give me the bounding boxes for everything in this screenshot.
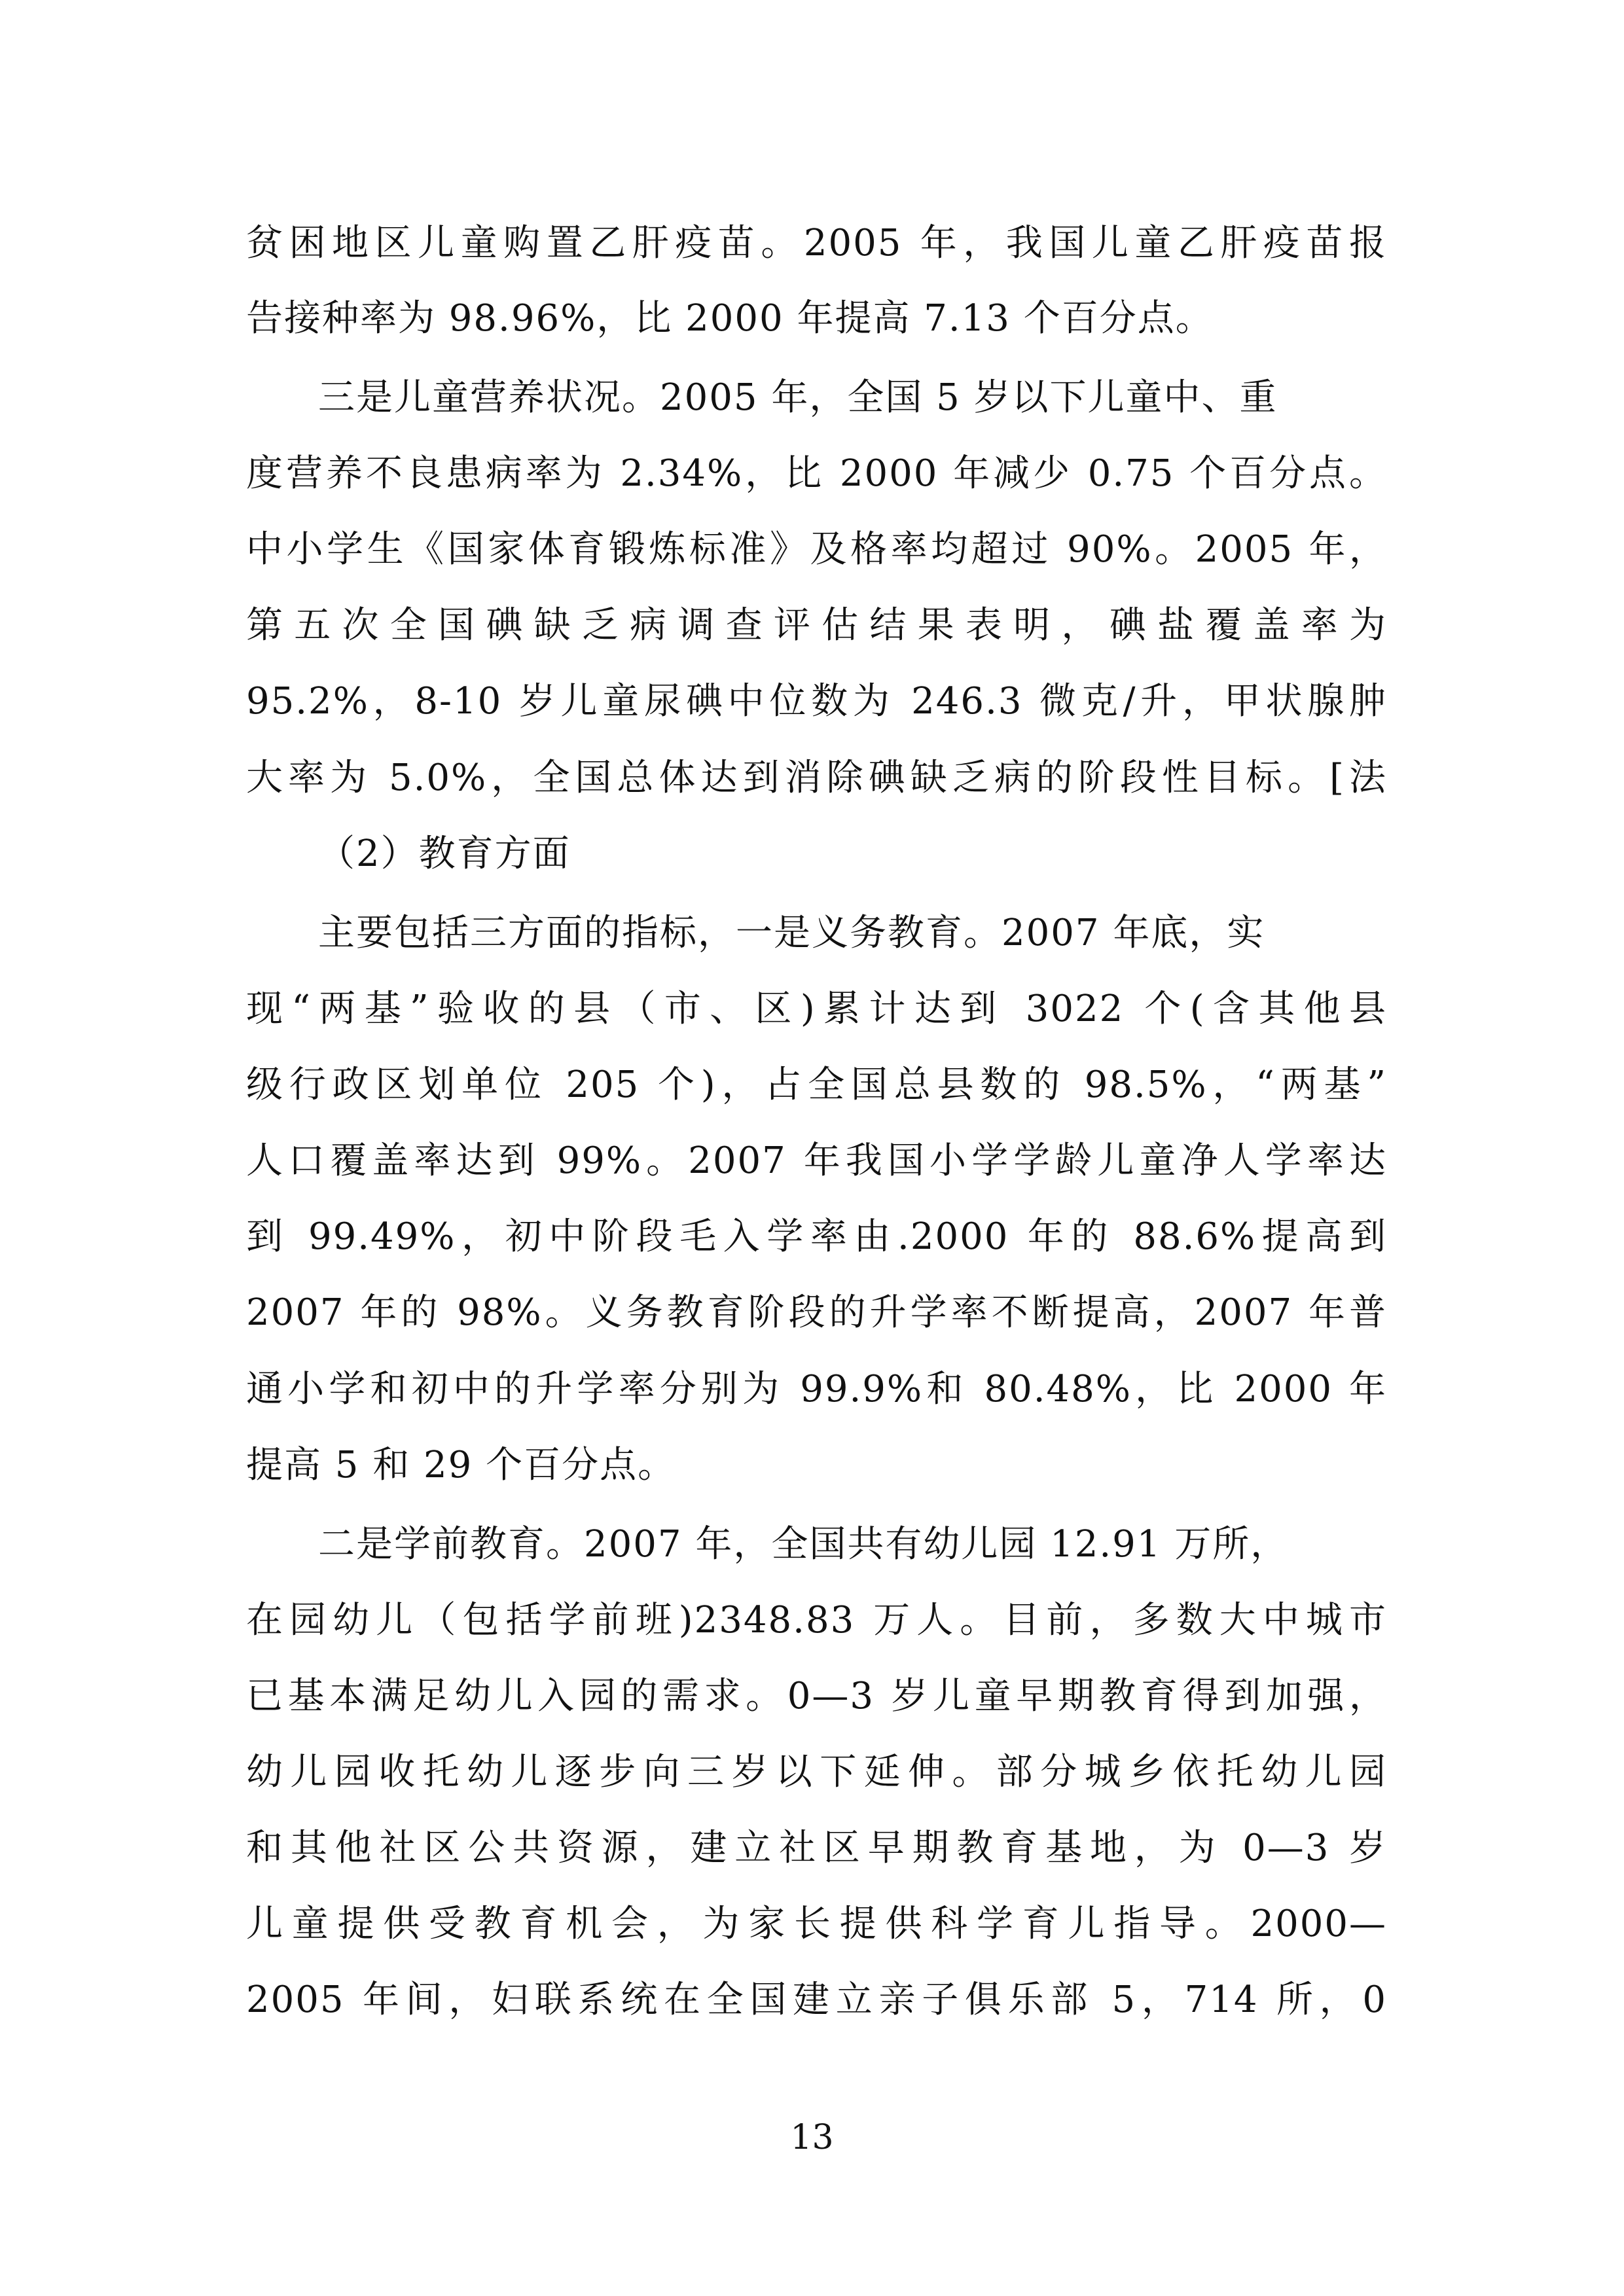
text-line: 到 99.49%，初中阶段毛入学率由.2000 年的 88.6%提高到 <box>246 1215 1387 1258</box>
text-line: 级行政区划单位 205 个)，占全国总县数的 98.5%，“两基” <box>246 1064 1387 1106</box>
text-line: 通小学和初中的升学率分别为 99.9%和 80.48%，比 2000 年 <box>246 1368 1387 1410</box>
text-line: 提高 5 和 29 个百分点。 <box>246 1444 676 1486</box>
text-line: 人口覆盖率达到 99%。2007 年我国小学学龄儿童净人学率达 <box>246 1139 1387 1182</box>
text-line: 现“两基”验收的县（市、区)累计达到 3022 个(含其他县 <box>246 988 1387 1030</box>
text-line: 贫困地区儿童购置乙肝疫苗。2005 年，我国儿童乙肝疫苗报 <box>246 222 1387 264</box>
paragraph-start-line: 主要包括三方面的指标，一是义务教育。2007 年底，实 <box>318 912 1265 954</box>
text-line: 大率为 5.0%，全国总体达到消除碘缺乏病的阶段性目标。[法 <box>246 757 1387 799</box>
text-line: 2005 年间，妇联系统在全国建立亲子俱乐部 5，714 所，0 <box>246 1979 1387 2021</box>
text-line: 第五次全国碘缺乏病调查评估结果表明，碘盐覆盖率为 <box>246 604 1387 647</box>
text-line: 儿童提供受教育机会，为家长提供科学育儿指导。2000— <box>246 1903 1387 1945</box>
text-line: 告接种率为 98.96%，比 2000 年提高 7.13 个百分点。 <box>246 297 1214 340</box>
paragraph-start-line: 三是儿童营养状况。2005 年，全国 5 岁以下儿童中、重 <box>318 376 1278 419</box>
text-line: 中小学生《国家体育锻炼标准》及格率均超过 90%。2005 年， <box>246 528 1387 571</box>
text-line: 已基本满足幼儿入园的需求。0—3 岁儿童早期教育得到加强， <box>246 1675 1387 1717</box>
page-number: 13 <box>790 2118 834 2157</box>
text-line: 在园幼儿（包括学前班)2348.83 万人。目前，多数大中城市 <box>246 1599 1387 1641</box>
section-heading: （2）教育方面 <box>318 833 571 875</box>
text-line: 幼儿园收托幼儿逐步向三岁以下延伸。部分城乡依托幼儿园 <box>246 1751 1387 1793</box>
text-line: 2007 年的 98%。义务教育阶段的升学率不断提高，2007 年普 <box>246 1291 1387 1334</box>
paragraph-start-line: 二是学前教育。2007 年，全国共有幼儿园 12.91 万所， <box>318 1523 1289 1566</box>
text-line: 95.2%，8-10 岁儿童尿碘中位数为 246.3 微克/升，甲状腺肿 <box>246 680 1387 723</box>
text-line: 度营养不良患病率为 2.34%，比 2000 年减少 0.75 个百分点。 <box>246 452 1387 495</box>
text-line: 和其他社区公共资源，建立社区早期教育基地，为 0—3 岁 <box>246 1827 1387 1869</box>
